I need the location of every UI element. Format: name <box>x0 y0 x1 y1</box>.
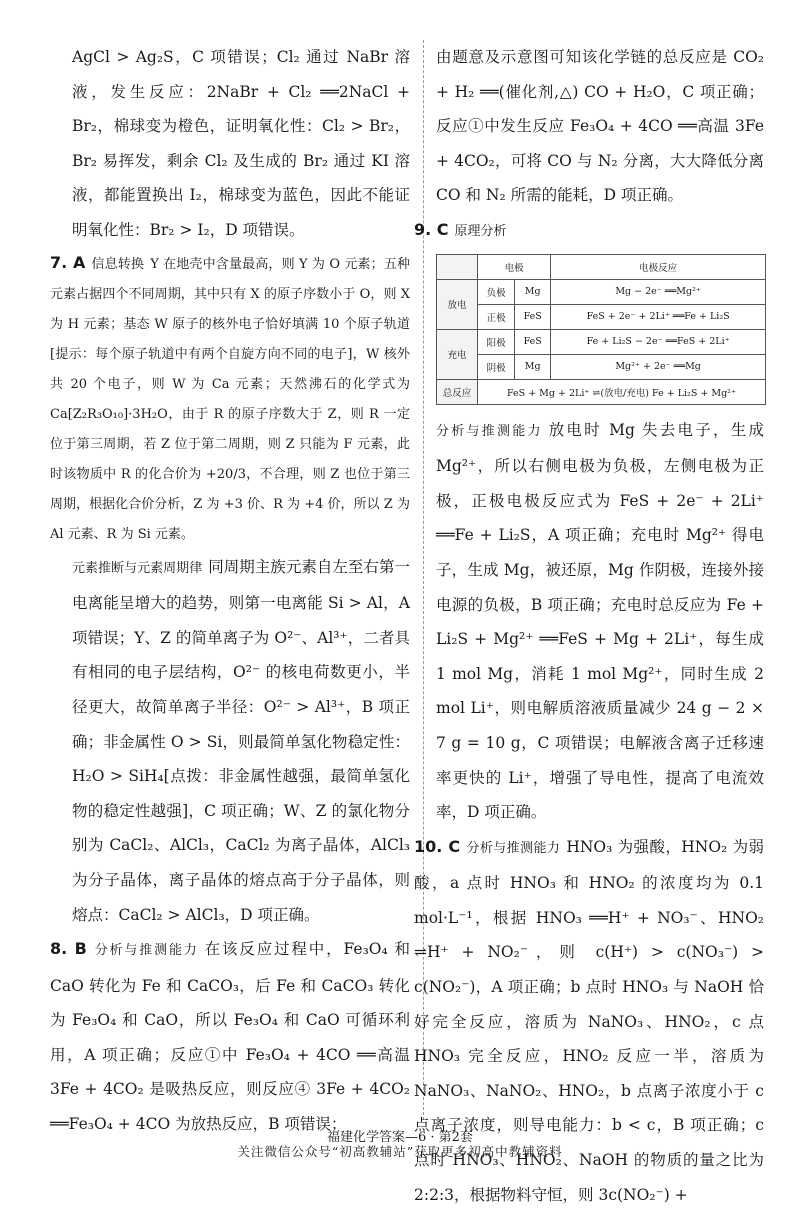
page-footer: 福建化学答案—6 · 第2套 <box>327 1130 473 1145</box>
q8-text: 在该反应过程中，Fe₃O₄ 和 CaO 转化为 Fe 和 CaCO₃，后 Fe 和 CaCO₃ 转化为 Fe₃O₄ 和 CaO，所以 Fe₃O₄ 和 CaO 可循环利用，A 项正确；反应①中 Fe₃O₄ + 4CO ══高温 3Fe + 4CO₂ 是吸热反应，则反应④ 3Fe + 4CO₂ ══Fe₃O₄ + 4CO 为放热反应，B 项错误； <box>50 940 410 1134</box>
electrode-table <box>436 254 766 405</box>
table-header-electrode: 电极 <box>478 254 551 279</box>
right-column <box>414 40 764 1212</box>
q10-text: HNO₃ 为强酸，HNO₂ 为弱酸，a 点时 HNO₃ 和 HNO₂ 的浓度均为 0.1 mol·L⁻¹，根据 HNO₃ ══H⁺ + NO₃⁻、HNO₂ ⇌H⁺ + NO₂⁻，则 c(H⁺) > c(NO₃⁻) > c(NO₂⁻)，A 项正确；b 点时 HNO₃ 与 NaOH 恰好完全反应，溶质为 NaNO₃、HNO₂，c 点 HNO₃ 完全反应，HNO₂ 反应一半，溶质为 NaNO₃、NaNO₂、HNO₂，b 点离子浓度小于 c 点离子浓度，则导电能力：b < c，B 项正确；c 点时 HNO₃、HNO₂、NaOH 的物质的量之比为 2:2:3，根据物料守恒，则 3c(NO₂⁻) + <box>414 837 764 1204</box>
q7-info-text: Y 在地壳中含量最高，则 Y 为 O 元素；五种元素占据四个不同周期，其中只有 X 的原子序数小于 O，则 X 为 H 元素；基态 W 原子的核外电子恰好填满 10 个原子轨道[提示：每个原子轨道中有两个自旋方向不同的电子]，W 核外共 20 个电子，则 W 为 Ca 元素；天然沸石的化学式为 Ca[Z₂R₃O₁₀]·3H₂O，由于 R 的原子序数大于 Z，则 R 一定位于第三周期，若 Z 位于第二周期，则 Z 只能为 F 元素，此时该物质中 R 的化合价为 +20/3，不合理，则 Z 也位于第三周期，根据化合价分析，Z 为 +3 价、R 为 +4 价，所以 Z 为 Al 元素、R 为 Si 元素。 <box>50 256 411 542</box>
q9-tag2: 分析与推测能力 <box>436 423 543 439</box>
q9-tag: 原理分析 <box>454 223 507 239</box>
row-charge: 充电 <box>437 329 478 379</box>
cell-electrode-material: Mg <box>515 279 551 304</box>
q7-block <box>50 248 410 550</box>
cell-electrode-reaction: Fe + Li₂S − 2e⁻ ══FeS + 2Li⁺ <box>551 329 766 354</box>
cell-electrode-material: FeS <box>515 304 551 329</box>
q7-analysis-text: 同周期主族元素自左至右第一电离能呈增大的趋势，则第一电离能 Si > Al，A 项错误；Y、Z 的简单离子为 O²⁻、Al³⁺，二者具有相同的电子层结构，O²⁻ 的核电荷数更小，半径更大，故简单离子半径：O²⁻ > Al³⁺，B 项正确；非金属性 O > Si，则最简单氢化物稳定性：H₂O > SiH₄[点拨：非金属性越强，最简单氢化物的稳定性越强]，C 项正确；W、Z 的氯化物分别为 CaCl₂、AlCl₃，CaCl₂ 为离子晶体，AlCl₃ 为分子晶体，离子晶体的熔点高于分子晶体，则熔点：CaCl₂ > AlCl₃，D 项正确。 <box>72 557 410 924</box>
q7-tag2: 元素推断与元素周期律 <box>72 560 203 576</box>
row-discharge: 放电 <box>437 279 478 329</box>
q9-text: 放电时 Mg 失去电子，生成 Mg²⁺，所以右侧电极为负极，左侧电极为正极，正极电极反应式为 FeS + 2e⁻ + 2Li⁺ ══Fe + Li₂S，A 项正确；充电时 Mg²⁺ 得电子，生成 Mg，被还原，Mg 作阴极，连接外接电源的负极，B 项正确；充电时总反应为 Fe + Li₂S + Mg²⁺ ══FeS + Mg + 2Li⁺，每生成 1 mol Mg，消耗 1 mol Mg²⁺，同时生成 2 mol Li⁺，则电解质溶液质量减少 24 g − 2 × 7 g = 10 g，C 项错误；电解液含离子迁移速率更快的 Li⁺，增强了导电性，提高了电流效率，D 项正确。 <box>436 420 764 822</box>
left-paragraph-1: AgCl > Ag₂S，C 项错误；Cl₂ 通过 NaBr 溶液，发生反应：2NaBr + Cl₂ ══2NaCl + Br₂，棉球变为橙色，证明氧化性：Cl₂ > Br₂，Br₂ 易挥发，剩余 Cl₂ 及生成的 Br₂ 通过 KI 溶液，都能置换出 I₂，棉球变为蓝色，因此不能证明氧化性：Br₂ > I₂，D 项错误。 <box>72 48 410 239</box>
q9-number: 9. C <box>414 219 449 239</box>
cell-electrode-reaction: Mg − 2e⁻ ══Mg²⁺ <box>551 279 766 304</box>
q7-tag: 信息转换 <box>91 256 145 272</box>
promo-footer: 关注微信公众号“初高教辅站”获取更多初高中教辅资料 <box>237 1144 563 1159</box>
q9-header <box>414 213 764 250</box>
q7-number: 7. A <box>50 252 86 272</box>
q10-number: 10. C <box>414 836 461 856</box>
row-total: 总反应 <box>437 379 478 404</box>
cell-electrode-reaction: Mg²⁺ + 2e⁻ ══Mg <box>551 354 766 379</box>
table-header-reaction: 电极反应 <box>551 254 766 279</box>
cell-total-reaction: FeS + Mg + 2Li⁺ ⇌(放电/充电) Fe + Li₂S + Mg²⁺ <box>478 379 766 404</box>
cell-electrode-material: Mg <box>515 354 551 379</box>
cell-electrode-name: 正极 <box>478 304 515 329</box>
q7-analysis <box>72 550 410 933</box>
q9-analysis <box>436 413 764 830</box>
q10-tag: 分析与推测能力 <box>466 840 561 856</box>
right-paragraph-1: 由题意及示意图可知该化学链的总反应是 CO₂ + H₂ ══(催化剂,△) CO + H₂O，C 项正确；反应①中发生反应 Fe₃O₄ + 4CO ══高温 3Fe + 4CO₂，可将 CO 与 N₂ 分离，大大降低分离 CO 和 N₂ 所需的能耗，D 项正确。 <box>436 48 764 205</box>
cell-electrode-reaction: FeS + 2e⁻ + 2Li⁺ ══Fe + Li₂S <box>551 304 766 329</box>
cell-electrode-name: 负极 <box>478 279 515 304</box>
table-corner <box>437 254 478 279</box>
cell-electrode-name: 阴极 <box>478 354 515 379</box>
q8-number: 8. B <box>50 939 87 959</box>
q8-tag: 分析与推测能力 <box>92 943 199 959</box>
q8-block <box>50 932 410 1142</box>
cell-electrode-name: 阳极 <box>478 329 515 354</box>
cell-electrode-material: FeS <box>515 329 551 354</box>
left-column <box>50 40 411 1142</box>
